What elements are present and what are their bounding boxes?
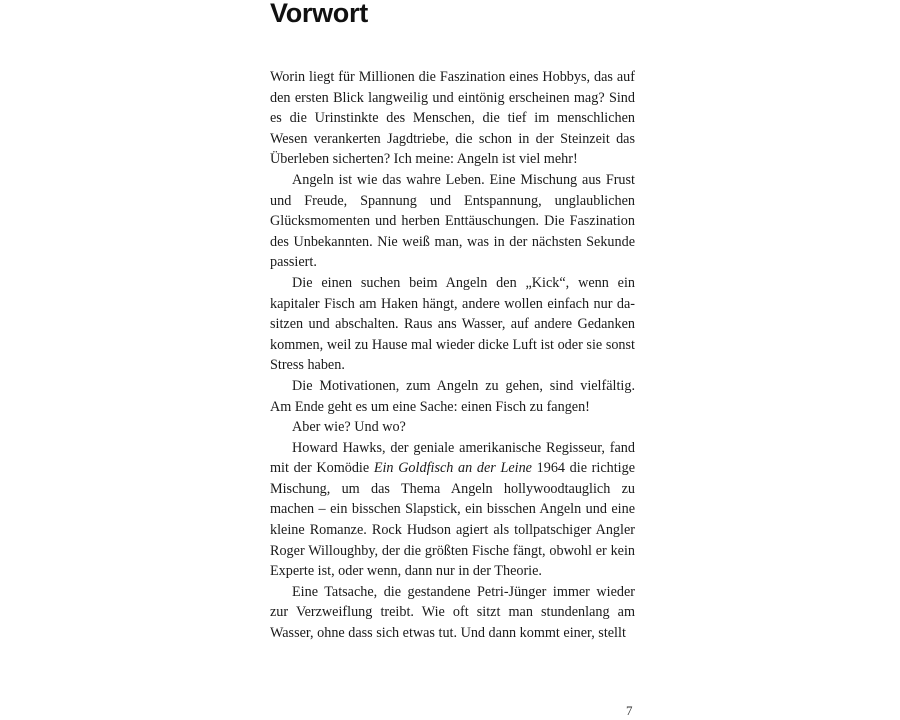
- paragraph-6: [270, 438, 635, 582]
- paragraph-7: Eine Tatsache, die gestandene Petri-Jünger immer wieder zur Verzweiflung treibt. Wie oft sitzt man stundenlang am Wasser, ohne dass sich etwas tut. Und dann kommt einer, stellt: [270, 583, 635, 642]
- page-number: 7: [626, 703, 633, 718]
- film-title: Ein Goldfisch an der Leine: [373, 460, 532, 477]
- paragraph-3: Die einen suchen beim Angeln den „Kick“, wenn ein kapitaler Fisch am Haken hängt, andere wollen einfach nur dasitzen und abschalten. Raus ans Wasser, auf andere Gedanken kommen, weil zu Hause mal wieder dicke Luft ist oder sie sonst Stress haben.: [270, 274, 635, 374]
- paragraph-1: Worin liegt für Millionen die Faszination eines Hobbys, das auf den ersten Blick langweilig und eintönig erscheinen mag? Sind es die Urinstinkte des Menschen, die tief im menschlichen Wesen verankerten Jagdtriebe, die schon in der Steinzeit das Überleben sicherten? Ich meine: Angeln ist viel mehr!: [270, 69, 635, 168]
- paragraph-5: Aber wie? Und wo?: [292, 419, 406, 436]
- paragraph-6-text-before: Howard Hawks, der geniale amerikanische Regisseur, fand mit der Komödie: [270, 439, 635, 477]
- paragraph-2: Angeln ist wie das wahre Leben. Eine Mischung aus Frust und Freude, Spannung und Entspannung, unglaublichen Glücksmomenten und herben Enttäuschungen. Die Faszination des Unbekannten. Nie weiß man, was in der nächsten Sekunde passiert.: [270, 171, 635, 271]
- paragraph-6-text-after: 1964 die richtige Mischung, um das Thema Angeln hollywoodtauglich zu machen – ein bisschen Slapstick, ein bisschen Angeln und eine kleine Romanze. Rock Hudson agiert als tollpatschiger Angler Roger Willoughby, der die größten Fische fängt, obwohl er kein Experte ist, oder wenn, dann nur in der Theorie.: [270, 460, 635, 580]
- body-text: [270, 67, 635, 644]
- page-title: Vorwort: [270, 0, 368, 28]
- paragraph-4: Die Motivationen, zum Angeln zu gehen, sind vielfältig. Am Ende geht es um eine Sache: einen Fisch zu fangen!: [270, 377, 635, 415]
